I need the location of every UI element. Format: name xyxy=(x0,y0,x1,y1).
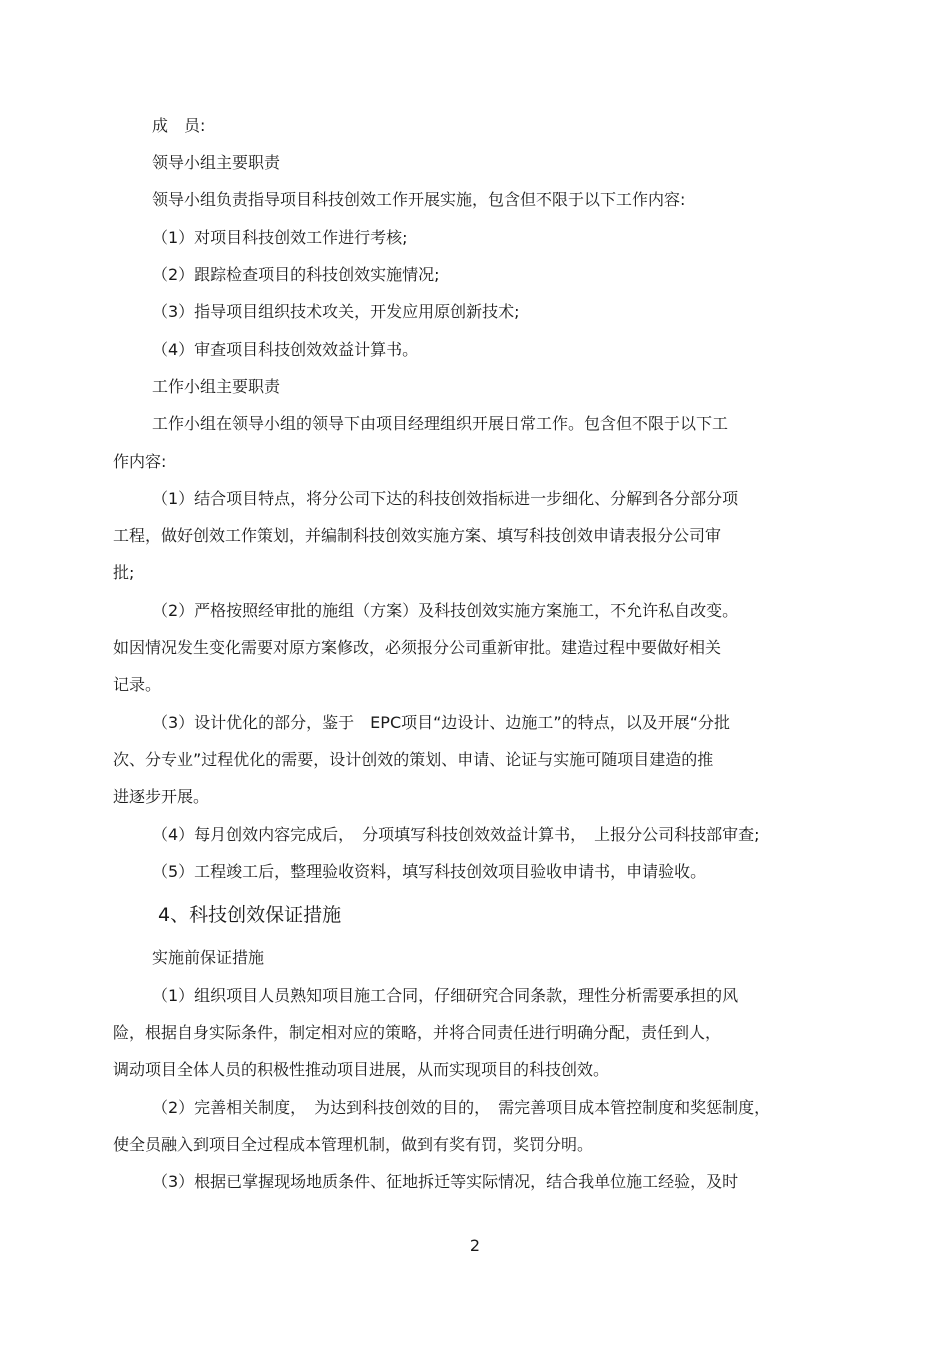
leadership-intro: 领导小组负责指导项目科技创效工作开展实施，包含但不限于以下工作内容: xyxy=(152,190,686,209)
pre-implementation-subheading: 实施前保证措施 xyxy=(152,948,265,967)
leadership-item-4: （4）审查项目科技创效效益计算书。 xyxy=(152,340,419,359)
measure-1-line-1: （1）组织项目人员熟知项目施工合同，仔细研究合同条款，理性分析需要承担的风 xyxy=(152,986,739,1005)
working-item-3-line-2: 次、分专业”过程优化的需要，设计创效的策划、申请、论证与实施可随项目建造的推 xyxy=(113,750,714,769)
working-duties-subheading: 工作小组主要职责 xyxy=(152,377,281,396)
measure-3-line-1: （3）根据已掌握现场地质条件、征地拆迁等实际情况，结合我单位施工经验，及时 xyxy=(152,1172,739,1191)
page-number: 2 xyxy=(469,1236,481,1255)
leadership-item-1: （1）对项目科技创效工作进行考核; xyxy=(152,228,408,247)
working-item-3-line-3: 进逐步开展。 xyxy=(113,787,210,806)
working-item-2-line-2: 如因情况发生变化需要对原方案修改，必须报分公司重新审批。建造过程中要做好相关 xyxy=(113,638,722,657)
working-item-2-line-3: 记录。 xyxy=(113,675,162,694)
leadership-duties-subheading: 领导小组主要职责 xyxy=(152,153,281,172)
working-item-5: （5）工程竣工后，整理验收资料，填写科技创效项目验收申请书，申请验收。 xyxy=(152,862,707,881)
members-line: 成 员: xyxy=(152,116,206,135)
working-item-1-line-2: 工程，做好创效工作策划，并编制科技创效实施方案、填写科技创效申请表报分公司审 xyxy=(113,526,722,545)
leadership-item-2: （2）跟踪检查项目的科技创效实施情况; xyxy=(152,265,440,284)
working-intro-line-1: 工作小组在领导小组的领导下由项目经理组织开展日常工作。包含但不限于以下工 xyxy=(152,414,729,433)
section-heading: 4、科技创效保证措施 xyxy=(158,904,342,926)
working-item-2-line-1: （2）严格按照经审批的施组（方案）及科技创效实施方案施工，不允许私自改变。 xyxy=(152,601,739,620)
measure-1-line-3: 调动项目全体人员的积极性推动项目进展，从而实现项目的科技创效。 xyxy=(113,1060,610,1079)
working-item-1-line-3: 批; xyxy=(113,563,135,582)
measure-2-line-2: 使全员融入到项目全过程成本管理机制，做到有奖有罚，奖罚分明。 xyxy=(113,1135,594,1154)
working-intro-line-2: 作内容: xyxy=(113,452,167,471)
leadership-item-3: （3）指导项目组织技术攻关，开发应用原创新技术; xyxy=(152,302,520,321)
working-item-1-line-1: （1）结合项目特点，将分公司下达的科技创效指标进一步细化、分解到各分部分项 xyxy=(152,489,739,508)
working-item-4: （4）每月创效内容完成后， 分项填写科技创效效益计算书， 上报分公司科技部审查; xyxy=(152,825,760,844)
measure-2-line-1: （2）完善相关制度， 为达到科技创效的目的， 需完善项目成本管控制度和奖惩制度， xyxy=(152,1098,771,1117)
working-item-3-line-1: （3）设计优化的部分，鉴于 EPC项目“边设计、边施工”的特点，以及开展“分批 xyxy=(152,713,730,732)
measure-1-line-2: 险，根据自身实际条件，制定相对应的策略，并将合同责任进行明确分配，责任到人， xyxy=(113,1023,722,1042)
